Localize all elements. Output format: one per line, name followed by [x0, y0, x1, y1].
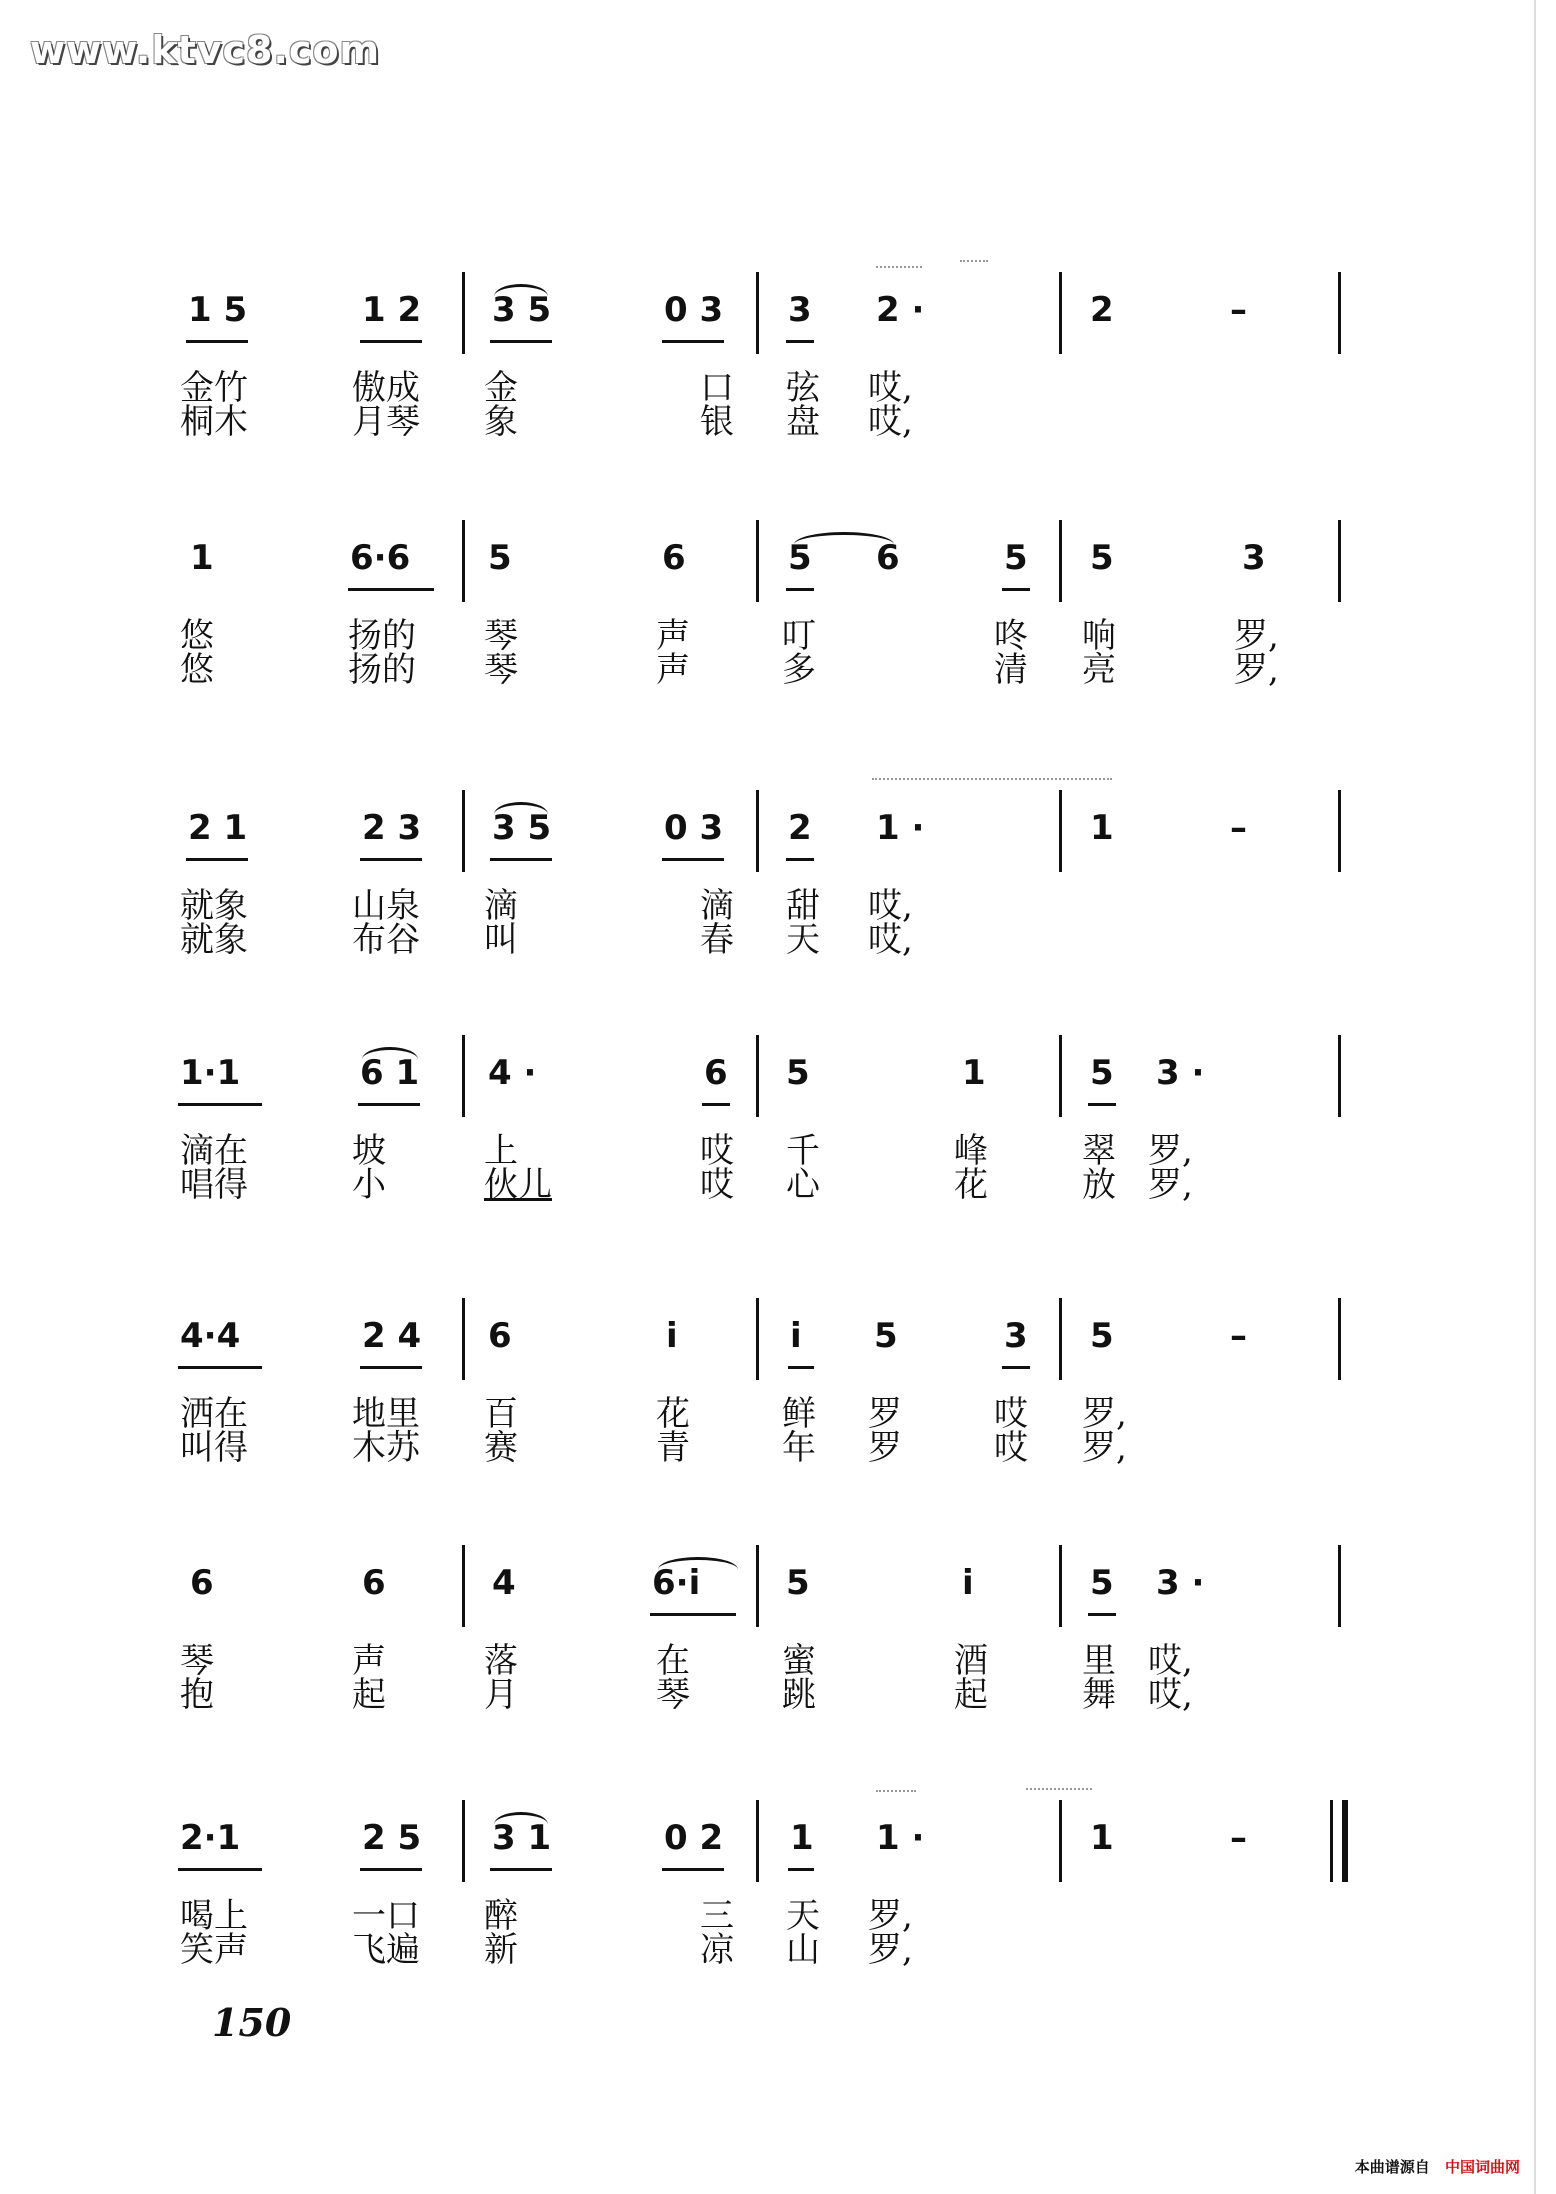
lyric: 弦: [786, 368, 820, 408]
lyric: 哎,: [1148, 1641, 1193, 1681]
note: 5: [1090, 1316, 1114, 1356]
lyric: 哎: [700, 1131, 734, 1171]
note: 3: [1242, 538, 1266, 578]
note: 2: [1090, 290, 1114, 330]
note: 6·i: [652, 1563, 701, 1603]
note: 3: [1004, 1316, 1028, 1356]
note: 1·1: [180, 1053, 241, 1093]
note: 5: [788, 538, 812, 578]
score-system-2: [0, 520, 1556, 740]
lyric: 哎,: [868, 402, 913, 442]
note: 1 2: [362, 290, 422, 330]
lyric: 凉: [700, 1930, 734, 1970]
note: 1: [790, 1818, 814, 1858]
note: 5: [1090, 538, 1114, 578]
lyric: 咚: [994, 616, 1028, 656]
lyric: 罗,: [868, 1896, 913, 1936]
lyric: 罗,: [1082, 1394, 1127, 1434]
lyric: 琴: [484, 616, 518, 656]
lyric: 笑声: [180, 1930, 248, 1970]
lyric: 金竹: [180, 368, 248, 408]
lyric: 赛: [484, 1428, 518, 1468]
note: 1 ·: [876, 808, 925, 848]
lyric: 花: [954, 1165, 988, 1205]
lyric: 喝上: [180, 1896, 248, 1936]
note: 1: [190, 538, 214, 578]
note: 5: [1090, 1053, 1114, 1093]
lyric: 就象: [180, 920, 248, 960]
lyric: 滴: [484, 886, 518, 926]
lyric: 三: [700, 1896, 734, 1936]
note: –: [1230, 1316, 1247, 1356]
note: 5: [1090, 1563, 1114, 1603]
note: 6: [876, 538, 900, 578]
lyric: 飞遍: [352, 1930, 420, 1970]
note: 4·4: [180, 1316, 241, 1356]
note: 0 2: [664, 1818, 724, 1858]
lyric: 落: [484, 1641, 518, 1681]
lyric: 哎,: [868, 886, 913, 926]
note: 4: [492, 1563, 516, 1603]
note: 6·6: [350, 538, 411, 578]
note: 4 ·: [488, 1053, 537, 1093]
lyric: 哎: [700, 1165, 734, 1205]
note: 2 4: [362, 1316, 422, 1356]
lyric: 千: [786, 1131, 820, 1171]
lyric: 傲成: [352, 368, 420, 408]
lyric: 上: [484, 1131, 518, 1171]
lyric: 一口: [352, 1896, 420, 1936]
lyric: 伙儿: [484, 1165, 552, 1205]
note: 6 1: [360, 1053, 420, 1093]
lyric: 罗,: [1148, 1165, 1193, 1205]
lyric: 琴: [484, 650, 518, 690]
note: 3: [788, 290, 812, 330]
lyric: 叫: [484, 920, 518, 960]
score-system-1: [0, 272, 1556, 492]
lyric: 翠: [1082, 1131, 1116, 1171]
note: 2·1: [180, 1818, 241, 1858]
lyric: 心: [786, 1165, 820, 1205]
lyric: 在: [656, 1641, 690, 1681]
lyric: 声: [656, 650, 690, 690]
lyric: 月: [484, 1675, 518, 1715]
lyric: 象: [484, 402, 518, 442]
lyric: 蜜: [782, 1641, 816, 1681]
note: 0 3: [664, 290, 724, 330]
note: 5: [874, 1316, 898, 1356]
lyric: 罗: [868, 1394, 902, 1434]
lyric: 年: [782, 1428, 816, 1468]
lyric: 琴: [180, 1641, 214, 1681]
note: i: [962, 1563, 974, 1603]
note: 6: [488, 1316, 512, 1356]
lyric: 哎,: [868, 920, 913, 960]
note: 1 ·: [876, 1818, 925, 1858]
score-system-7: [0, 1800, 1556, 2020]
note: 3 ·: [1156, 1563, 1205, 1603]
lyric: 唱得: [180, 1165, 248, 1205]
note: 2 1: [188, 808, 248, 848]
lyric: 起: [352, 1675, 386, 1715]
lyric: 小: [352, 1165, 386, 1205]
lyric: 新: [484, 1930, 518, 1970]
lyric: 盘: [786, 402, 820, 442]
lyric: 酒: [954, 1641, 988, 1681]
note: 3 5: [492, 290, 552, 330]
lyric: 清: [994, 650, 1028, 690]
lyric: 峰: [954, 1131, 988, 1171]
lyric: 声: [656, 616, 690, 656]
lyric: 抱: [180, 1675, 214, 1715]
lyric: 口: [700, 368, 734, 408]
lyric: 起: [954, 1675, 988, 1715]
note: 3 5: [492, 808, 552, 848]
lyric: 罗: [868, 1428, 902, 1468]
source-site-link[interactable]: 中国词曲网: [1444, 2158, 1520, 2176]
lyric: 里: [1082, 1641, 1116, 1681]
lyric: 扬的: [348, 616, 416, 656]
lyric: 就象: [180, 886, 248, 926]
lyric: 百: [484, 1394, 518, 1434]
lyric: 响: [1082, 616, 1116, 656]
lyric: 放: [1082, 1165, 1116, 1205]
note: –: [1230, 808, 1247, 848]
note: 3 1: [492, 1818, 552, 1858]
note: 6: [362, 1563, 386, 1603]
score-system-5: [0, 1298, 1556, 1518]
lyric: 月琴: [352, 402, 420, 442]
note: 2 5: [362, 1818, 422, 1858]
note: i: [666, 1316, 678, 1356]
lyric: 哎: [994, 1428, 1028, 1468]
lyric: 罗,: [868, 1930, 913, 1970]
lyric: 跳: [782, 1675, 816, 1715]
lyric: 木苏: [352, 1428, 420, 1468]
lyric: 琴: [656, 1675, 690, 1715]
lyric: 甜: [786, 886, 820, 926]
note: 6: [704, 1053, 728, 1093]
lyric: 哎: [994, 1394, 1028, 1434]
note: 2 3: [362, 808, 422, 848]
page-number: 150: [212, 2000, 292, 2045]
lyric: 声: [352, 1641, 386, 1681]
lyric: 洒在: [180, 1394, 248, 1434]
lyric: 桐木: [180, 402, 248, 442]
lyric: 花: [656, 1394, 690, 1434]
watermark-text: www.ktvc8.com: [30, 28, 381, 72]
note: 5: [786, 1563, 810, 1603]
lyric: 哎,: [868, 368, 913, 408]
lyric: 罗,: [1148, 1131, 1193, 1171]
score-system-4: [0, 1035, 1556, 1255]
lyric: 地里: [352, 1394, 420, 1434]
lyric: 罗,: [1234, 650, 1279, 690]
lyric: 坡: [352, 1131, 386, 1171]
note: –: [1230, 290, 1247, 330]
lyric: 银: [700, 402, 734, 442]
lyric: 天: [786, 1896, 820, 1936]
lyric: 扬的: [348, 650, 416, 690]
note: 1 5: [188, 290, 248, 330]
note: 2 ·: [876, 290, 925, 330]
lyric: 天: [786, 920, 820, 960]
note: 2: [788, 808, 812, 848]
lyric: 青: [656, 1428, 690, 1468]
lyric: 鲜: [782, 1394, 816, 1434]
lyric: 多: [782, 650, 816, 690]
note: 0 3: [664, 808, 724, 848]
lyric: 滴在: [180, 1131, 248, 1171]
note: 1: [1090, 1818, 1114, 1858]
lyric: 罗,: [1234, 616, 1279, 656]
lyric: 春: [700, 920, 734, 960]
lyric: 哎,: [1148, 1675, 1193, 1715]
lyric: 布谷: [352, 920, 420, 960]
note: –: [1230, 1818, 1247, 1858]
note: 6: [662, 538, 686, 578]
source-footer: [1355, 2156, 1520, 2177]
lyric: 亮: [1082, 650, 1116, 690]
score-system-6: [0, 1545, 1556, 1765]
note: i: [790, 1316, 802, 1356]
note: 1: [962, 1053, 986, 1093]
lyric: 叫得: [180, 1428, 248, 1468]
lyric: 罗,: [1082, 1428, 1127, 1468]
note: 3 ·: [1156, 1053, 1205, 1093]
score-system-3: [0, 790, 1556, 1010]
note: 1: [1090, 808, 1114, 848]
lyric: 醉: [484, 1896, 518, 1936]
lyric: 山: [786, 1930, 820, 1970]
lyric: 悠: [180, 616, 214, 656]
lyric: 山泉: [352, 886, 420, 926]
lyric: 悠: [180, 650, 214, 690]
note: 5: [488, 538, 512, 578]
lyric: 舞: [1082, 1675, 1116, 1715]
lyric: 金: [484, 368, 518, 408]
source-label: 本曲谱源自: [1354, 2158, 1430, 2176]
lyric: 滴: [700, 886, 734, 926]
lyric: 叮: [782, 616, 816, 656]
note: 6: [190, 1563, 214, 1603]
note: 5: [786, 1053, 810, 1093]
note: 5: [1004, 538, 1028, 578]
